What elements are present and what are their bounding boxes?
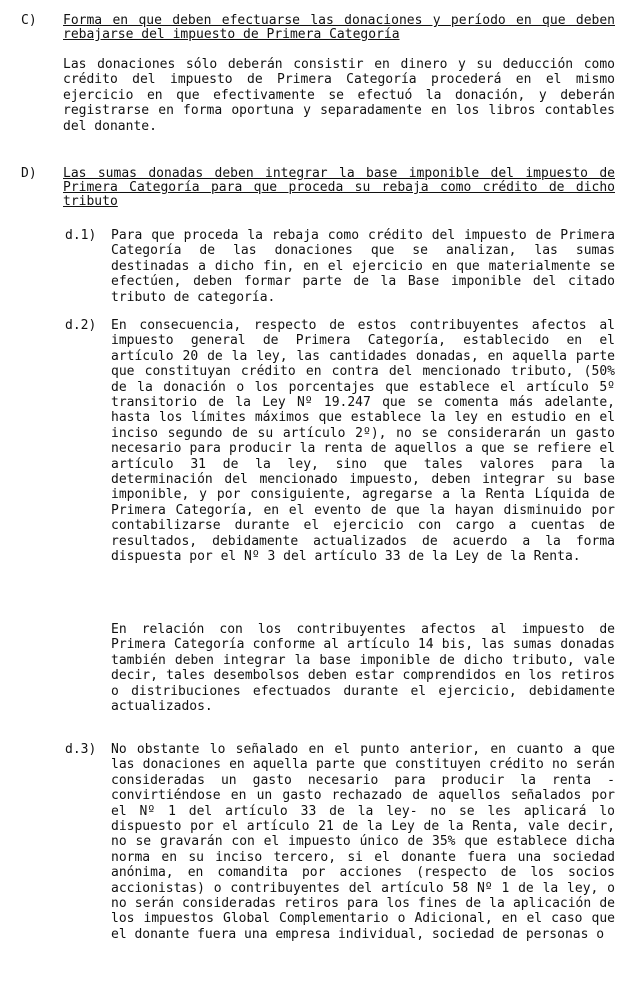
item-d2-label: d.2) [65,318,97,333]
item-d3-label: d.3) [65,742,97,757]
item-d2-paragraph-2: En relación con los contribuyentes afectos al impuesto de Primera Categoría conforme al artículo 14 bis, las sumas donadas también deben integrar la base imponible de dicho tributo, vale decir, tales desembolsos deben estar comprendidos en los retiros o distribuciones efectuados durante el ejercicio, debidamente actualizados. [111,622,615,715]
section-d-title: Las sumas donadas deben integrar la base imponible del impuesto de Primera Categoría para que proceda su rebaja como crédito de dicho tributo [63,166,615,209]
item-d1-label: d.1) [65,228,97,243]
item-d1-paragraph: Para que proceda la rebaja como crédito del impuesto de Primera Categoría de las donaciones que se analizan, las sumas destinadas a dicho fin, en el ejercicio en que materialmente se efectúen, deben formar parte de la Base imponible del citado tributo de categoría. [111,228,615,305]
item-d2-paragraph-1: En consecuencia, respecto de estos contribuyentes afectos al impuesto general de Primera Categoría, establecido en el artículo 20 de la ley, las cantidades donadas, en aquella parte que constituyan crédito en contra del mencionado tributo, (50% de la donación o los porcentajes que establece el artículo 5º transitorio de la Ley Nº 19.247 que se comenta más adelante, hasta los límites máximos que establece la ley en estudio en el inciso segundo de su artículo 2º), no se considerarán un gasto necesario para producir la renta de aquellos a que se refiere el artículo 31 de la ley, sino que tales valores para la determinación del mencionado impuesto, deben integrar su base imponible, y por consiguiente, agregarse a la Renta Líquida de Primera Categoría, en el evento de que la hayan disminuido por contabilizarse durante el ejercicio con cargo a cuentas de resultados, debidamente actualizados de acuerdo a la forma dispuesta por el Nº 3 del artículo 33 de la Ley de la Renta. [111,318,615,565]
section-d-letter: D) [21,166,37,181]
section-c-letter: C) [21,13,37,28]
section-c-title: Forma en que deben efectuarse las donaciones y período en que deben rebajarse del impuesto de Primera Categoría [63,13,615,42]
item-d3-paragraph: No obstante lo señalado en el punto anterior, en cuanto a que las donaciones en aquella parte que constituyen crédito no serán consideradas un gasto necesario para producir la renta -convirtiéndose en un gasto rechazado de aquellos señalados por el Nº 1 del artículo 33 de la ley- no se les aplicará lo dispuesto por el artículo 21 de la Ley de la Renta, vale decir, no se gravarán con el impuesto único de 35% que establece dicha norma en su inciso tercero, si el donante fuera una sociedad anónima, en comandita por acciones (respecto de los socios accionistas) o contribuyentes del artículo 58 Nº 1 de la ley, o no serán consideradas retiros para los fines de la aplicación de los impuestos Global Complementario o Adicional, en el caso que el donante fuera una empresa individual, sociedad de personas o [111,742,615,942]
section-c-paragraph: Las donaciones sólo deberán consistir en dinero y su deducción como crédito del impuesto de Primera Categoría procederá en el mismo ejercicio en que efectivamente se efectuó la donación, y deberán registrarse en forma oportuna y separadamente en los libros contables del donante. [63,57,615,134]
